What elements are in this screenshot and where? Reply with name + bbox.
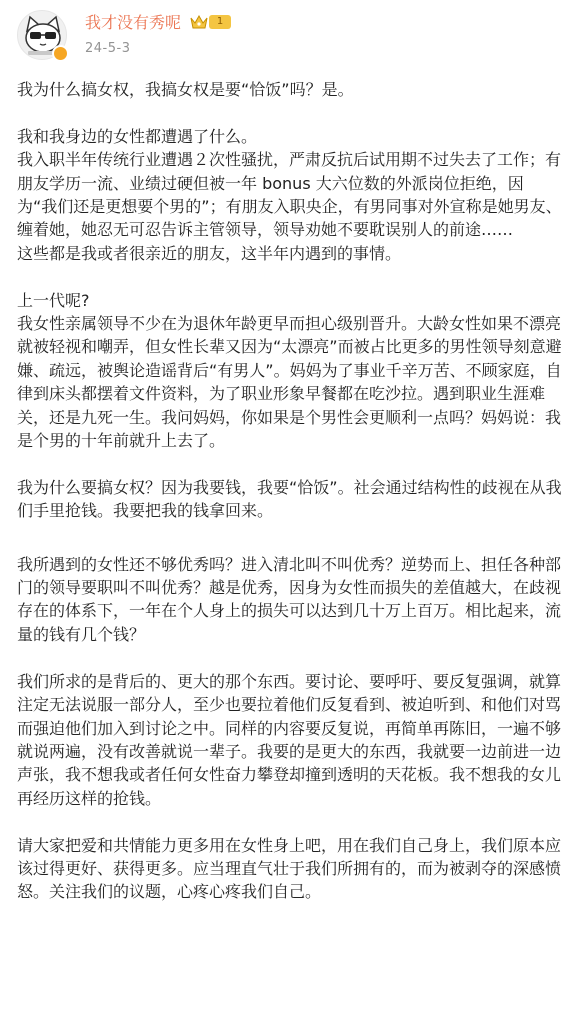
paragraph-excellence: 我所遇到的女性还不够优秀吗？进入清北叫不叫优秀？逆势而上、担任各种部门的领导要职叫不叫优秀？越是优秀，因身为女性而损失的差值越大，在歧视存在的体系下，一年在个人身上的损失可以达到几十万上百万。相比起来，流量的钱有几个钱？ [17,554,562,644]
paragraph-call-to-action: 请大家把爱和共情能力更多用在女性身上吧，用在我们自己身上，我们原本应该过得更好、获得更多。应当理直气壮于我们所拥有的，而为被剥夺的深感愤怒。关注我们的议题，心疼心疼我们自己。 [17,835,562,902]
paragraph-why: 我为什么要搞女权？因为我要钱，我要“恰饭”。社会通过结构性的歧视在从我们手里抢钱。我要把我的钱拿回来。 [17,477,562,521]
post-timestamp: 24-5-3 [85,41,131,56]
verified-badge-icon [52,45,69,62]
paragraph-heading-experience: 我和我身边的女性都遭遇了什么。 [17,126,258,146]
paragraph-previous-generation: 我女性亲属领导不少在为退休年龄更早而担心级别晋升。大龄女性如果不漂亮就被轻视和嘲弄，但女性长辈又因为“太漂亮”而被占比更多的男性领导刻意避嫌、疏远，被舆论造谣背后“有男人”。妈妈为了事业千辛万苦、不顾家庭，自律到床头都摆着文件资料，为了职业形象早餐都在吃沙拉。遇到职业生涯难关，还是九死一生。我问妈妈，你如果是个男性会更顺利一点吗？妈妈说：我是个男的十年前就升上去了。 [17,314,562,451]
level-badge[interactable] [190,14,231,30]
crown-icon [190,14,208,30]
post-header [0,0,573,70]
paragraph-experience-summary: 这些都是我或者很亲近的朋友，这半年内遇到的事情。 [17,243,402,263]
paragraph-experience: 我入职半年传统行业遭遇２次性骚扰，严肃反抗后试用期不过失去了工作；有朋友学历一流、业绩过硬但被一年 bonus 大六位数的外派岗位拒绝，因为“我们还是更想要个男的”；有朋友入职央企，有男同事对外宣称是她男友、缠着她，她忍无可忍告诉主管领导，领导劝她不要耽误别人的前途…… [17,150,562,240]
paragraph-goal: 我们所求的是背后的、更大的那个东西。要讨论、要呼吁、要反复强调，就算注定无法说服一部分人，至少也要拉着他们反复看到、被迫听到、和他们对骂而强迫他们加入到讨论之中。同样的内容要反复说，再简单再陈旧，一遍不够就说两遍，没有改善就说一辈子。我要的是更大的东西，我就要一边前进一边声张，我不想我或者任何女性奋力攀登却撞到透明的天花板。我不想我的女儿再经历这样的抢钱。 [17,671,562,808]
post-content [17,78,563,904]
paragraph-intro: 我为什么搞女权，我搞女权是要“恰饭”吗？是。 [17,80,354,99]
level-number: 1 [209,15,231,29]
avatar[interactable] [17,10,67,60]
username[interactable]: 我才没有秀呢 [85,13,182,32]
paragraph-heading-previous-generation: 上一代呢? [17,290,90,310]
